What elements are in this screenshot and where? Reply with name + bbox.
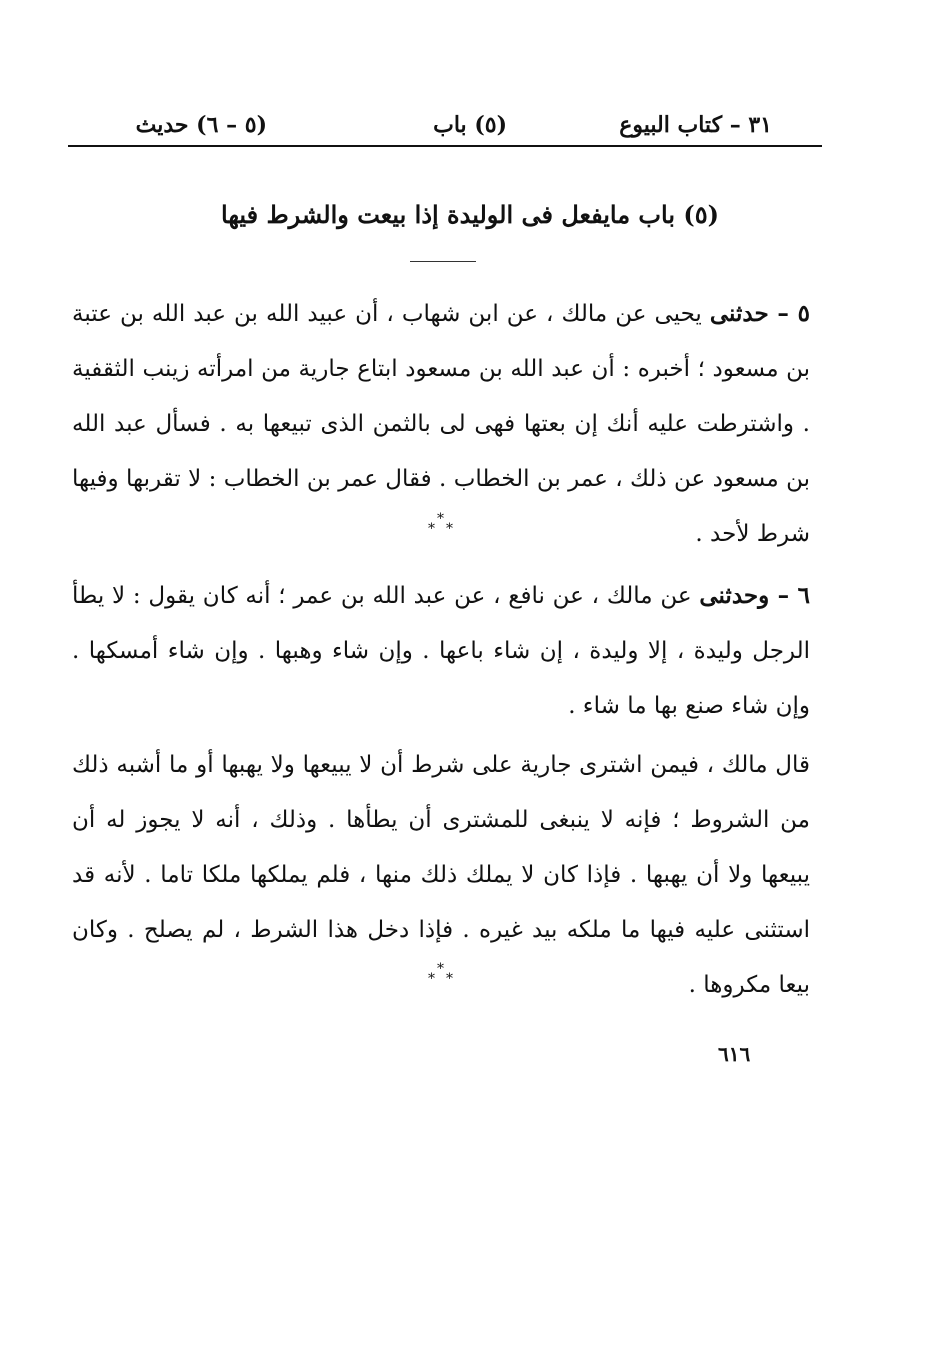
malik-note-text: قال مالك ، فيمن اشترى جارية على شرط أن لا يبيعها ولا يهبها أو ما أشبه ذلك من الشروط ؛ فإنه لا ينبغى للمشترى أن يطأها . وذلك ، أنه لا يجوز له أن يبيعها ولا أن يهبها . فإذا كان لا يملك ذلك منها ، فلم يملكها ملكا تاما . لأنه قد استثنى عليه فيها ما ملكه بيد غيره . فإذا دخل هذا الشرط ، لم يصلح . وكان بيعا مكروها . — [72, 752, 810, 998]
separator-star: * — [446, 521, 453, 537]
hadith-6-text: عن مالك ، عن نافع ، عن عبد الله بن عمر ؛ أنه كان يقول : لا يطأ الرجل وليدة ، إلا وليدة ، إن شاء باعها . وإن شاء وهبها . وإن شاء أمسكها . وإن شاء صنع بها ما شاء . — [72, 583, 810, 719]
hadith-6-lead: ٦ – وحدثنى — [699, 582, 810, 609]
hadith-5-lead: ٥ – حدثنى — [709, 300, 811, 327]
separator-star: * — [437, 961, 444, 977]
section-separator — [424, 512, 464, 542]
header-hadith-range: (٥ – ٦) حديث — [135, 112, 267, 138]
hadith-5-text: يحيى عن مالك ، عن ابن شهاب ، أن عبيد الله بن عبد الله بن عتبة بن مسعود ؛ أخبره : أن عبد الله بن مسعود ابتاع جارية من امرأته زينب الثقفية . واشترطت عليه أنك إن بعتها فهى لى بالثمن الذى تبيعها به . فسأل عبد الله بن مسعود عن ذلك ، عمر بن الخطاب . فقال عمر بن الخطاب : لا تقربها وفيها شرط لأحد . — [72, 301, 810, 547]
header-chapter-number: (٥) باب — [433, 112, 507, 138]
separator-star: * — [437, 511, 444, 527]
hadith-6-paragraph — [72, 568, 810, 734]
page-number: ٦١٦ — [718, 1042, 751, 1066]
separator-star: * — [428, 971, 435, 987]
separator-star: * — [446, 971, 453, 987]
title-divider — [410, 261, 476, 262]
running-header — [70, 108, 822, 148]
header-book-title: ٣١ – كتاب البيوع — [619, 112, 772, 138]
section-separator — [424, 962, 464, 992]
separator-star: * — [428, 521, 435, 537]
header-divider — [68, 145, 822, 147]
chapter-title: (٥) باب مايفعل فى الوليدة إذا بيعت والشرط فيها — [221, 200, 719, 229]
